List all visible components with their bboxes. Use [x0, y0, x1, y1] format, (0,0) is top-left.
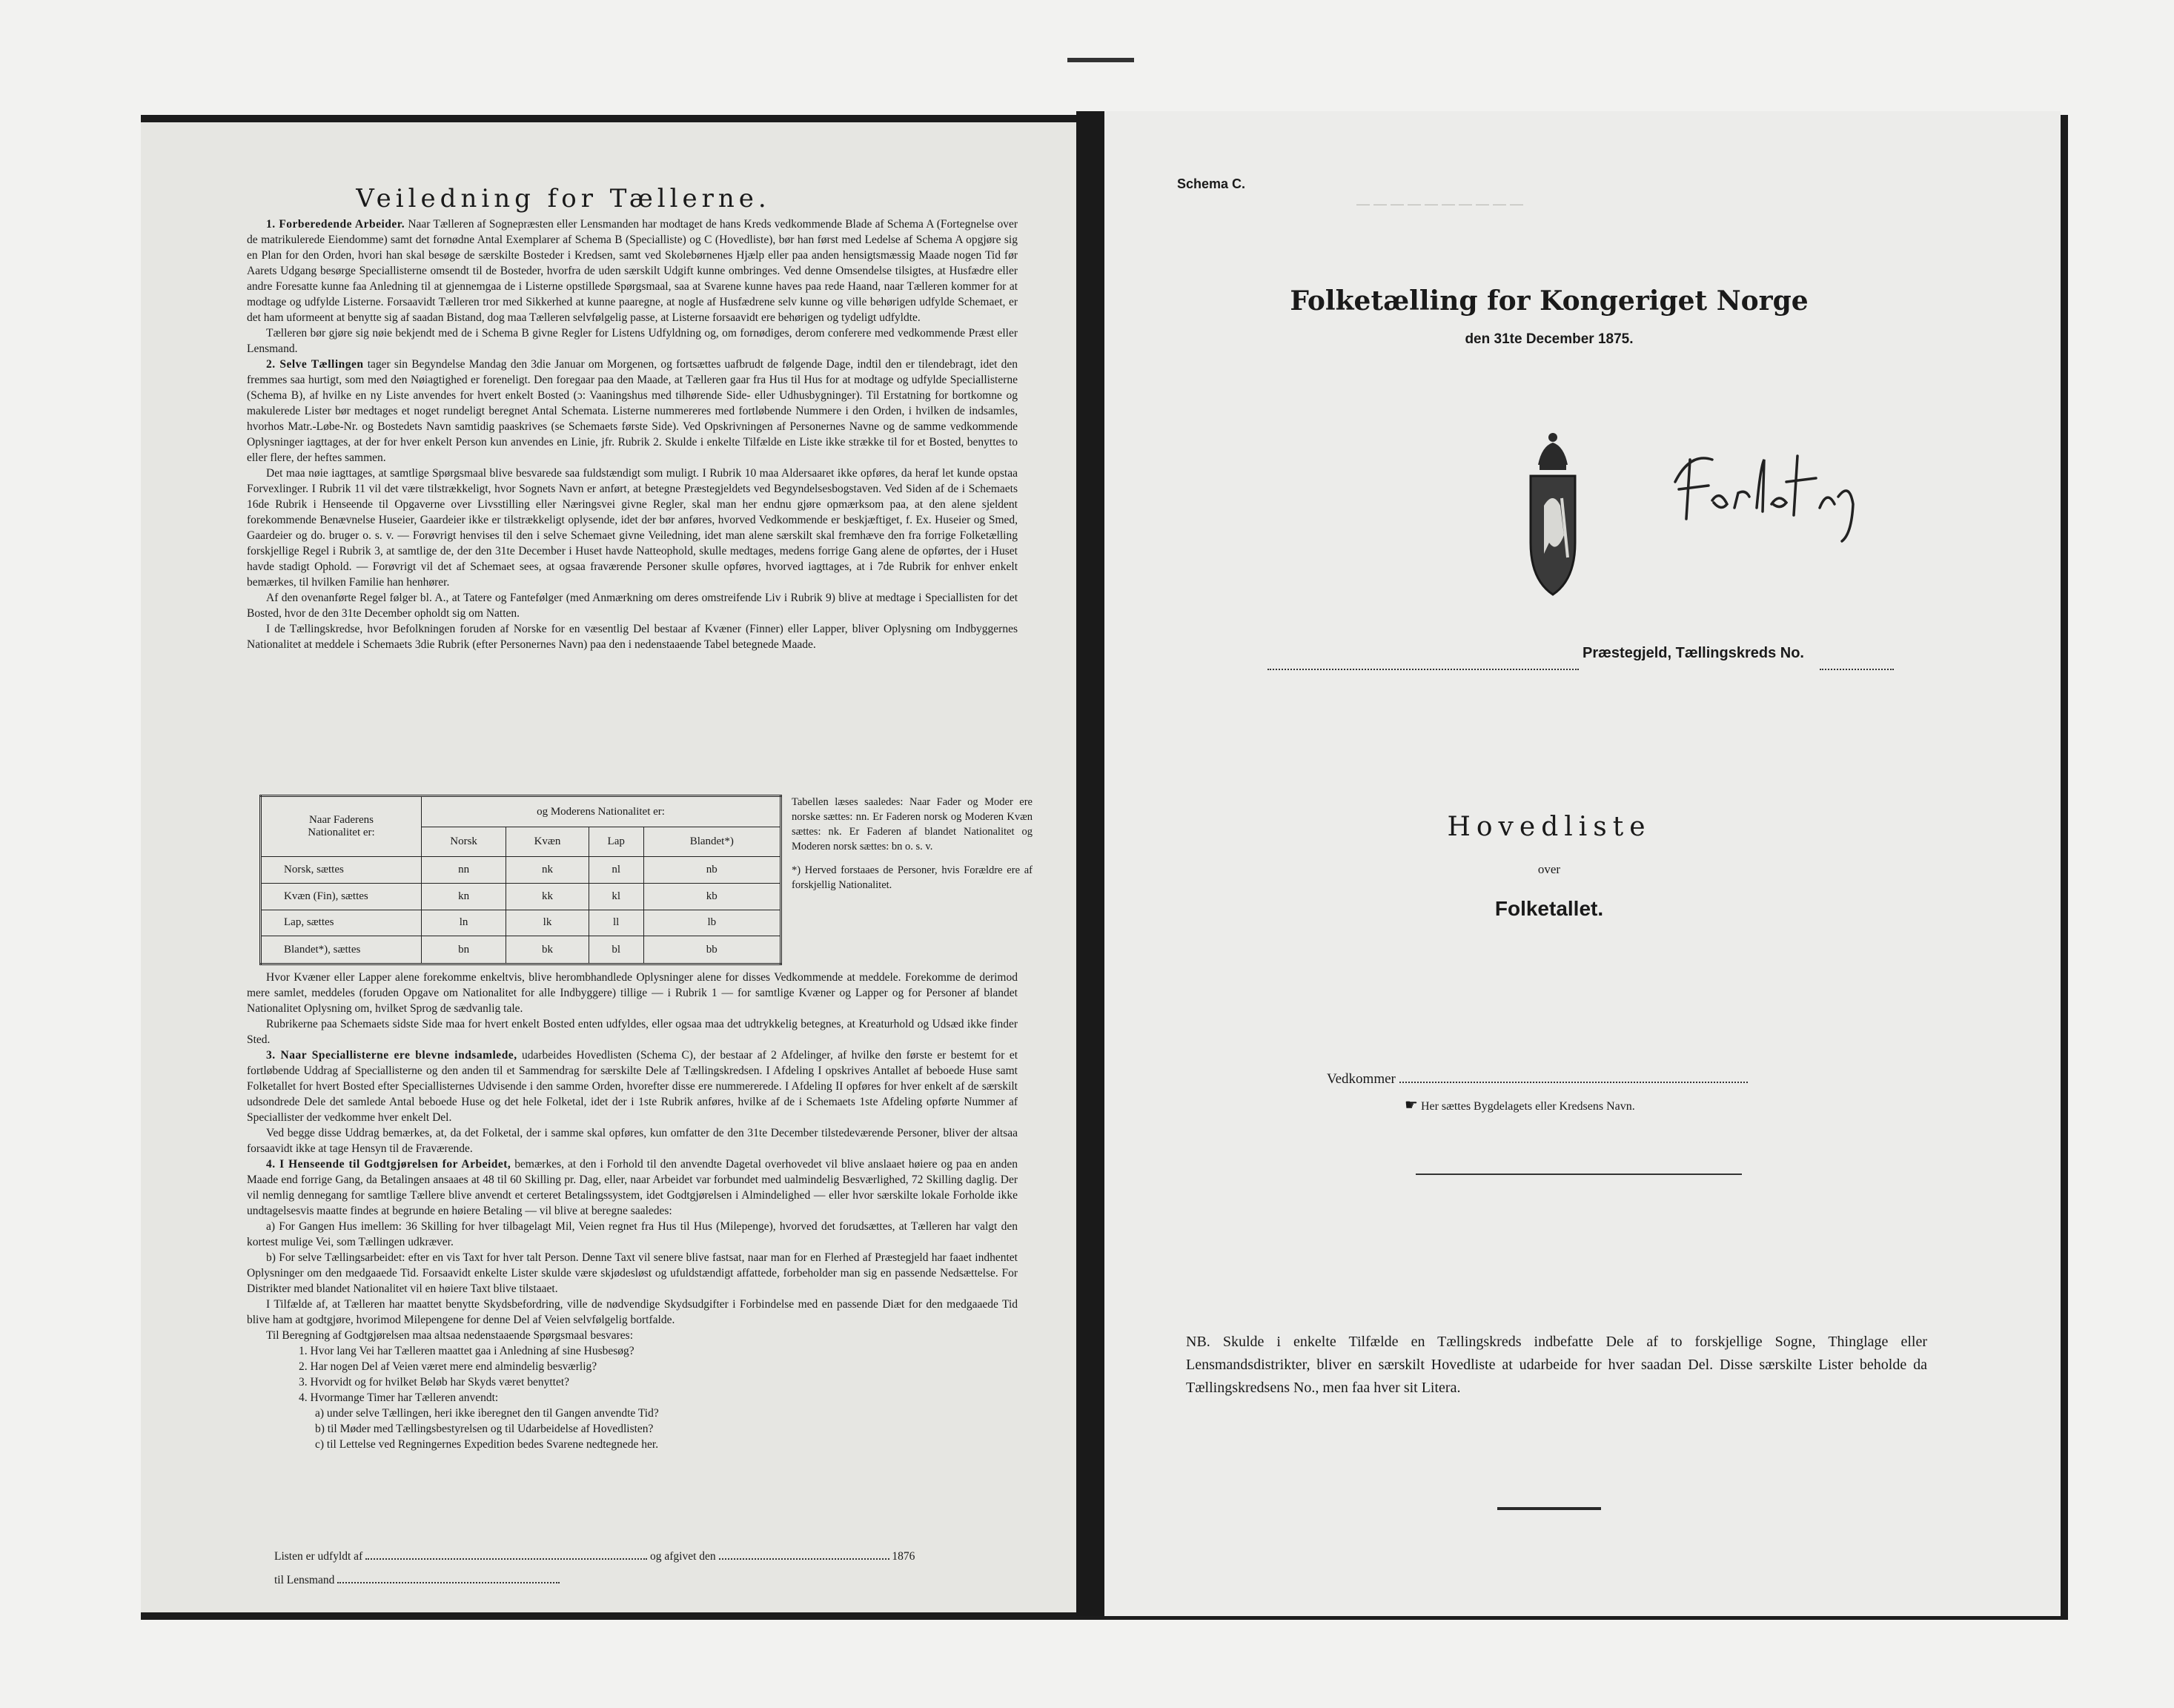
table-cell: bb [643, 936, 781, 964]
over-label: over [1537, 862, 1561, 876]
table-note [792, 795, 1033, 893]
section-1-text: Naar Tælleren af Sognepræsten eller Lensmanden har modtaget de hans Kreds vedkommende Blade af Schema A (Fortegnelse over de matrikulerede Eiendomme) samt det fornødne Antal Exemplarer af Schema B (Specialliste) og C (Hovedliste), bør han først med Ledelse af Schema A opgjøre sig en Plan for den Orden, hvori han skal besøge de særskilte Bosteder i Kredsen, samt ved Skolebørnenes Hjælp eller paa anden hensigtsmæssig Maade nogen Tid før Aarets Udgang besørge Speciallisterne omsendt til de Bosteder, hvorfra de uden særskilt Udgift kunne ombringes. Ved denne Omsendelse tilsigtes, at Husfædre eller andre Foresatte kunne faa Anledning til at gjennemgaa de i Listerne opstillede Spørgsmaal, saa at Svarene kunne haves paa rede Haand, naar Tælleren kommer for at modtage og udfylde Listerne. Forsaavidt Tælleren tror med Sikkerhed at kunne paaregne, at nogle af Husfædrene selv kunne og ville behørigen udfylde Schemaet, er det ham uformeent at benytte sig af saadan Bistand, dog maa Tælleren selvfølgelig passe, at Listerne forsaavidt ere behørigen og tydeligt udfyldte. [247, 218, 1018, 324]
pointing-hand-icon: ☛ [1405, 1097, 1418, 1113]
instruction-note-text: Her sættes Bygdelagets eller Kredsens Navn. [1420, 1100, 1635, 1113]
table-reading-note: Tabellen læses saaledes: Naar Fader og Moder ere norske sættes: nn. Er Faderen norsk og Moderen Kvæn sættes: nk. Er Faderen af blandet Nationalitet og Moderen norsk sættes: bn o. s. v. [792, 796, 1033, 853]
section-4b-text: b) For selve Tællingsarbeidet: efter en vis Taxt for hver talt Person. Denne Taxt vil senere blive fastsat, naar man for en Flerhed af Præstegjeld har faaet indhentet Oplysninger om den medgaaede Tid. Forsaavidt enkelte Lister skulde være skjødesløst og ufuldstændigt affattede, forbeholder man sig en passende Nedsættelse. For Distrikter med blandet Nationalitet vil en høiere Taxt blive tilstaaet. [247, 1251, 1018, 1295]
table-corner-cell [261, 796, 422, 857]
list-item: a) under selve Tællingen, heri ikke iberegnet den til Gangen anvendte Tid? [315, 1407, 659, 1420]
prestegjeld-dotted-line [1267, 667, 1579, 670]
main-list-title: Hovedliste [1447, 812, 1651, 842]
section-2e-text: Hvor Kvæner eller Lapper alene forekomme enkeltvis, blive herombhandlede Oplysninger alene for disses Vedkommende at meddele. Forekomme de derimod mere samlet, meddeles (foruden Opgave om Nationalitet for alle Indbyggere) tillige — i Rubrik 1 — for samtlige Kvæner og Lapper og for Personer af blandet Nationalitet Oplysning om, hvilket Sprog de sædvanlig tale. [247, 971, 1018, 1015]
table-cell: lk [506, 910, 589, 936]
table-cell: kl [589, 883, 643, 910]
footer-lensmand-line [274, 1572, 560, 1587]
divider-line [1416, 1174, 1742, 1175]
questions-list [247, 1343, 1018, 1452]
section-3b-text: Ved begge disse Uddrag bemærkes, at, da det Folketal, der i samme skal opføres, kun omfatter de den 31te December tilstedeværende Personer, bliver der altsaa forsaavidt ikke at tage Hensyn til de Fraværende. [247, 1127, 1018, 1155]
vedkommer-dotted-line [1399, 1071, 1748, 1083]
table-row [261, 883, 781, 910]
list-item: 4. Hvormange Timer har Tælleren anvendt: [299, 1391, 499, 1404]
table-row-label: Norsk, sættes [261, 857, 422, 884]
table-header-span: og Moderens Nationalitet er: [422, 796, 781, 827]
section-2d-text: I de Tællingskredse, hvor Befolkningen foruden af Norske for en væsentlig Del bestaar af Kvæner (Finner) eller Lapper, bliver Oplysning om Indbyggernes Nationalitet at meddele i Schemaets 3die Rubrik (efter Personernes Navn) paa den i nedenstaaende Tabel betegnede Maade. [247, 623, 1018, 651]
list-item: 1. Hvor lang Vei har Tælleren maattet gaa i Anledning af sine Husbesøg? [299, 1345, 634, 1357]
footer-filled-by-line [274, 1548, 915, 1563]
nationality-table [259, 795, 782, 965]
table-cell: nl [589, 857, 643, 884]
footer-year: 1876 [892, 1550, 915, 1563]
census-title: Folketælling for Kongeriget Norge [1290, 285, 1809, 317]
table-row-label: Lap, sættes [261, 910, 422, 936]
instructions-title: Veiledning for Tællerne. [356, 184, 771, 214]
table-cell: nb [643, 857, 781, 884]
table-cell: kb [643, 883, 781, 910]
table-footnote: *) Herved forstaaes de Personer, hvis Forældre ere af forskjellig Nationalitet. [792, 864, 1033, 891]
section-4c-text: I Tilfælde af, at Tælleren har maattet benytte Skydsbefordring, ville de nødvendige Skydsudgifter i Forbindelse med en passende Diæt for den medgaaede Tid blive ham at godtgjøre, hvorimod Milepengene for denne Del af Veien selvfølgelig bortfalde. [247, 1298, 1018, 1326]
corner-line-1: Naar Faderens [308, 814, 374, 826]
vedkommer-label: Vedkommer [1327, 1071, 1396, 1087]
table-col-header: Norsk [422, 827, 506, 857]
table-cell: kk [506, 883, 589, 910]
section-2f-text: Rubrikerne paa Schemaets sidste Side maa for hvert enkelt Bosted enten udfyldes, eller ogsaa maa det udtrykkelig betegnes, at Kreaturhold og Udsæd ikke finder Sted. [247, 1018, 1018, 1046]
filled-by-dotted-line [365, 1548, 647, 1560]
filled-by-label: Listen er udfyldt af [274, 1550, 363, 1563]
schema-label: Schema C. [1177, 176, 1246, 191]
table-row-label: Blandet*), sættes [261, 936, 422, 964]
section-3-heading: 3. Naar Speciallisterne ere blevne indsamlede, [266, 1049, 517, 1062]
bleed-through-text: — — — — — — — — — — [1356, 196, 1524, 211]
list-item: c) til Lettelse ved Regningernes Expedition bedes Svarene nedtegnede her. [315, 1438, 659, 1451]
census-date: den 31te December 1875. [1465, 331, 1634, 347]
lensmand-dotted-line [337, 1572, 560, 1583]
vedkommer-line [1327, 1071, 1748, 1088]
lensmand-label: til Lensmand [274, 1574, 335, 1586]
delivered-label: og afgivet den [649, 1550, 716, 1563]
handwritten-signature [1668, 437, 1868, 549]
table-row [261, 936, 781, 964]
table-cell: bk [506, 936, 589, 964]
section-1-heading: 1. Forberedende Arbeider. [266, 218, 405, 231]
prestegjeld-label: Præstegjeld, Tællingskreds No. [1583, 645, 1804, 661]
book-spine [1076, 111, 1104, 1616]
section-3-text: udarbeides Hovedlisten (Schema C), der bestaar af 2 Afdelinger, af hvilke den første er bestemt for et fortløbende Uddrag af Speciallisterne og den anden til et Sammendrag for særskilte Dele af Tællingskredsen. I Afdeling I opskrives Antallet af beboede Huse samt Folketallet for hvert Bosted efter Speciallisternes Udvisende i den samme Orden, hvorefter disse ere nummererede. I Afdeling II opføres for hver enkelt af de særskilt udsondrede Dele det samlede Antal beboede Huse og det hele Folketal, idet der i 1ste Rubrik anføres, hvilke af de i Schemaets 1ste Afdeling opførte Nummer af Speciallister der vedkomme hver enkelt Del. [247, 1049, 1018, 1124]
coat-of-arms-icon [1523, 424, 1583, 606]
instructions-section-1 [247, 216, 1018, 652]
section-4a-text: a) For Gangen Hus imellem: 36 Skilling for hver tilbagelagt Mil, Veien regnet fra Hus til Hus (Milepenge), hvorved det forudsættes, at Tælleren har valgt den kortest mulige Vei, som Tællingen udkræver. [247, 1220, 1018, 1248]
bottom-rule [1497, 1507, 1601, 1510]
section-2-heading: 2. Selve Tællingen [266, 358, 364, 371]
section-4d-text: Til Beregning af Godtgjørelsen maa altsaa nedenstaaende Spørgsmaal besvares: [266, 1329, 634, 1342]
table-cell: bl [589, 936, 643, 964]
section-2-text: tager sin Begyndelse Mandag den 3die Januar om Morgenen, og fortsættes uafbrudt de følgende Dage, indtil den er tilendebragt, idet den fremmes saa hurtigt, som med den Nøiagtighed er foreneligt. Den foregaar paa den Maade, at Tælleren gaar fra Hus til Hus for at modtage og udfylde Speciallisterne (Schema B), af hvilke en ny Liste anvendes for hvert enkelt Bosted (ɔ: Vaaningshus med tilhørende Side- eller Udhusbygninger). Til Erstatning for bortkomne og makulerede Lister bør medtages et noget rundeligt beregnet Antal Schemata. Listerne nummereres med fortløbende Nummere i den Orden, i hvilken de indsamles, hvorhos Matr.-Løbe-Nr. og Bostedets Navn samtidig paaskrives (se Schemaets første Side). Ved Opskrivningen af Personernes Navne og de samme vedkommende Oplysninger iagttages, at der for hver enkelt Person kun anvendes en Linie, jfr. Rubrik 2. Skulde i enkelte Tilfælde en Liste ikke strække til for et Bosted, benyttes to eller flere, der heftes sammen. [247, 358, 1018, 464]
section-1b-text: Tælleren bør gjøre sig nøie bekjendt med de i Schema B givne Regler for Listens Udfyldning og, om fornødiges, derom conferere med vedkommende Præst eller Lensmand. [247, 327, 1018, 355]
table-cell: nn [422, 857, 506, 884]
section-4-heading: 4. I Henseende til Godtgjørelsen for Arbeidet, [266, 1158, 511, 1171]
table-col-header: Blandet*) [643, 827, 781, 857]
section-4-text: bemærkes, at den i Forhold til den anvendte Dagetal overhovedet vil blive anslaaet høiere og paa en anden Maade end forrige Gang, da Betalingen ansaaes at 48 til 60 Skilling pr. Dag, eller, naar Arbeidet var forbundet med ualmindelig Besværlighed, 72 Skilling daglig. Der vil nemlig dennegang for samtlige Tællere blive anvendt et certeret Betalingssystem, idet Godtgjørelsen i Almindelighed — eller hvor særskilte lokale Forholde ikke undtagelsesvis maatte findes at begrunde en høiere Betaling — vil blive at beregne saaledes: [247, 1158, 1018, 1217]
instruction-note [1405, 1096, 1635, 1114]
table-cell: ll [589, 910, 643, 936]
list-item: b) til Møder med Tællingsbestyrelsen og til Udarbeidelse af Hovedlisten? [315, 1423, 654, 1435]
corner-line-2: Nationalitet er: [308, 827, 375, 838]
table-cell: ln [422, 910, 506, 936]
scan-crop-mark [1067, 58, 1134, 62]
list-item: 2. Har nogen Del af Veien været mere end almindelig besværlig? [299, 1360, 597, 1373]
table-cell: nk [506, 857, 589, 884]
table-col-header: Kvæn [506, 827, 589, 857]
nb-note: NB. Skulde i enkelte Tilfælde en Tællingskreds indbefatte Dele af to forskjellige Sogne, Thinglage eller Lensmandsdistrikter, bliver en særskilt Hovedliste at udarbeide for hver saadan Del. Disse særskilte Lister beholde da Tællingskredsens No., men faa hver sit Litera. [1186, 1334, 1927, 1396]
date-dotted-line [719, 1548, 889, 1560]
subject-title: Folketallet. [1494, 897, 1604, 920]
table-row [261, 857, 781, 884]
table-cell: lb [643, 910, 781, 936]
section-2b-text: Det maa nøie iagttages, at samtlige Spørgsmaal blive besvarede saa fuldstændigt som muligt. I Rubrik 10 maa Aldersaaret ikke opføres, da heraf let kunde opstaa Forvexlinger. I Rubrik 11 vil det være tilstrækkeligt, hvor Sognets Navn er anført, at betegne Præstegjeldets ved Begyndelsesbogstaven. Ved Siden af de i Schemaets 16de Rubrik i Henseende til Opgaverne over Livsstilling eller Næringsvei givne Regler, skal man her endnu gjøre opmærksom paa, at den alene sjeldent forekommende Benævnelse Huseier, Gaardeier ikke er tilstrækkeligt oplysende, idet der bør anføres, hvorved Vedkommende er beskjæftiget, f. Ex. Huseier og Smed, Gaardeier og do. bruger o. s. v. — Forøvrigt henvises til den i selve Schemaet givne Veiledning, idet man alene særskilt skal fremhæve den fra forrige Folketælling forskjellige Regel i Rubrik 3, at samtlige de, der den 31te December i Huset havde Natteophold, skulle medtages, medens forrige Gang alene de opførtes, der i Huset havde stadigt Ophold. — Forøvrigt vil det af Schemaet sees, at ogsaa fraværende Personer skulle opføres, hvorved iagttages, at i 7de Rubrik for enhver enkelt bemærkes, til hvilken Familie han henhører. [247, 467, 1018, 589]
section-2c-text: Af den ovenanførte Regel følger bl. A., at Tatere og Fantefølger (med Anmærkning om deres omstreifende Liv i Rubrik 9) blive at medtage i Speciallisten for det Bosted, hvor de den 31te December opholdt sig om Natten. [247, 592, 1018, 620]
table-cell: bn [422, 936, 506, 964]
table-cell: kn [422, 883, 506, 910]
table-col-header: Lap [589, 827, 643, 857]
table-row-label: Kvæn (Fin), sættes [261, 883, 422, 910]
instructions-section-2-3-4 [247, 970, 1018, 1452]
list-item: 3. Hvorvidt og for hvilket Beløb har Skyds været benyttet? [299, 1376, 570, 1388]
table-row [261, 910, 781, 936]
kreds-number-dotted-line [1820, 667, 1894, 670]
